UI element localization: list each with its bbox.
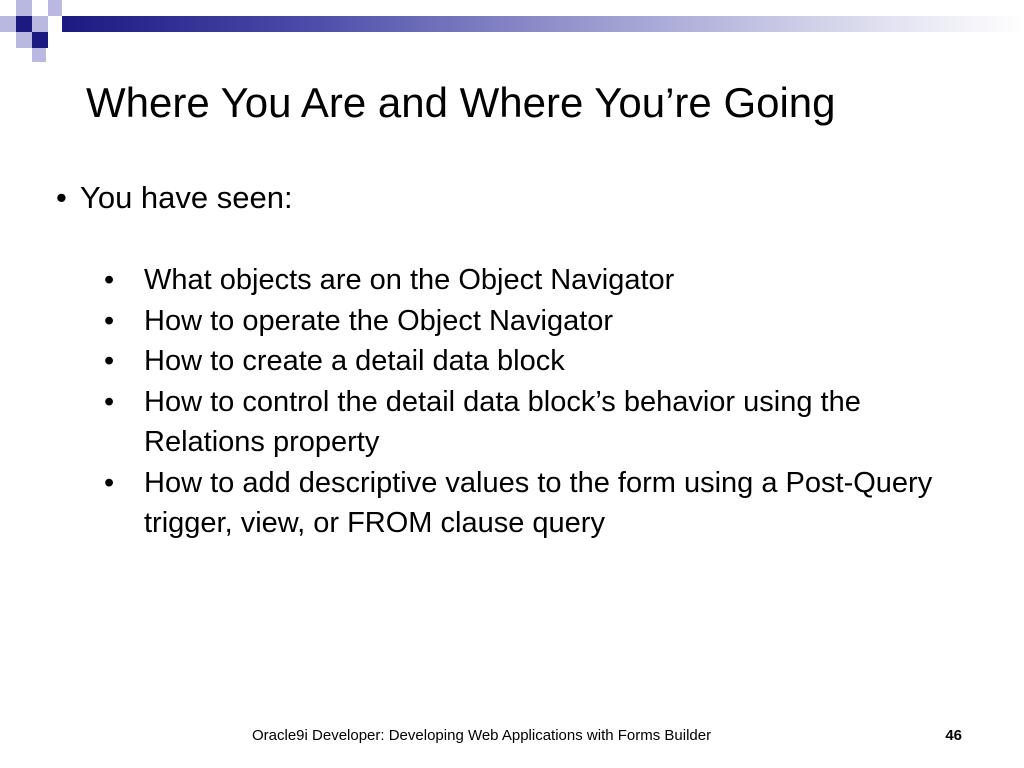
- decorative-squares: [0, 0, 80, 64]
- footer-text: Oracle9i Developer: Developing Web Applications with Forms Builder: [252, 727, 712, 744]
- list-item-text: How to operate the Object Navigator: [144, 304, 614, 337]
- header-gradient-bar: [62, 16, 1024, 32]
- deco-square: [32, 0, 48, 16]
- deco-square: [0, 0, 16, 16]
- list-item-text: How to control the detail data block’s behavior using the Relations property: [144, 385, 861, 458]
- list-item-text: How to add descriptive values to the form using a Post-Query trigger, view, or FROM clause query: [144, 466, 933, 539]
- intro-line: [56, 178, 293, 218]
- page-number: 46: [945, 727, 962, 744]
- deco-square: [32, 48, 46, 62]
- list-item: [104, 260, 944, 301]
- deco-square: [16, 32, 32, 48]
- bullet-icon: •: [104, 466, 115, 499]
- bullet-icon: •: [104, 264, 115, 296]
- bullet-list: [104, 260, 944, 544]
- deco-square: [0, 16, 16, 32]
- bullet-icon: •: [56, 180, 67, 215]
- list-item: [104, 341, 944, 382]
- list-item-text: What objects are on the Object Navigator: [144, 264, 675, 296]
- bullet-icon: •: [104, 345, 115, 377]
- deco-square: [48, 0, 62, 16]
- slide-title: Where You Are and Where You’re Going: [86, 79, 836, 126]
- intro-text: You have seen:: [80, 180, 293, 215]
- deco-square: [32, 32, 48, 48]
- deco-square: [16, 0, 32, 16]
- list-item: [104, 301, 944, 342]
- deco-square: [32, 16, 48, 32]
- bullet-icon: •: [104, 385, 115, 418]
- list-item: [104, 463, 944, 544]
- bullet-icon: •: [104, 304, 115, 337]
- list-item: [104, 382, 944, 463]
- list-item-text: How to create a detail data block: [144, 345, 565, 377]
- deco-square: [16, 16, 32, 32]
